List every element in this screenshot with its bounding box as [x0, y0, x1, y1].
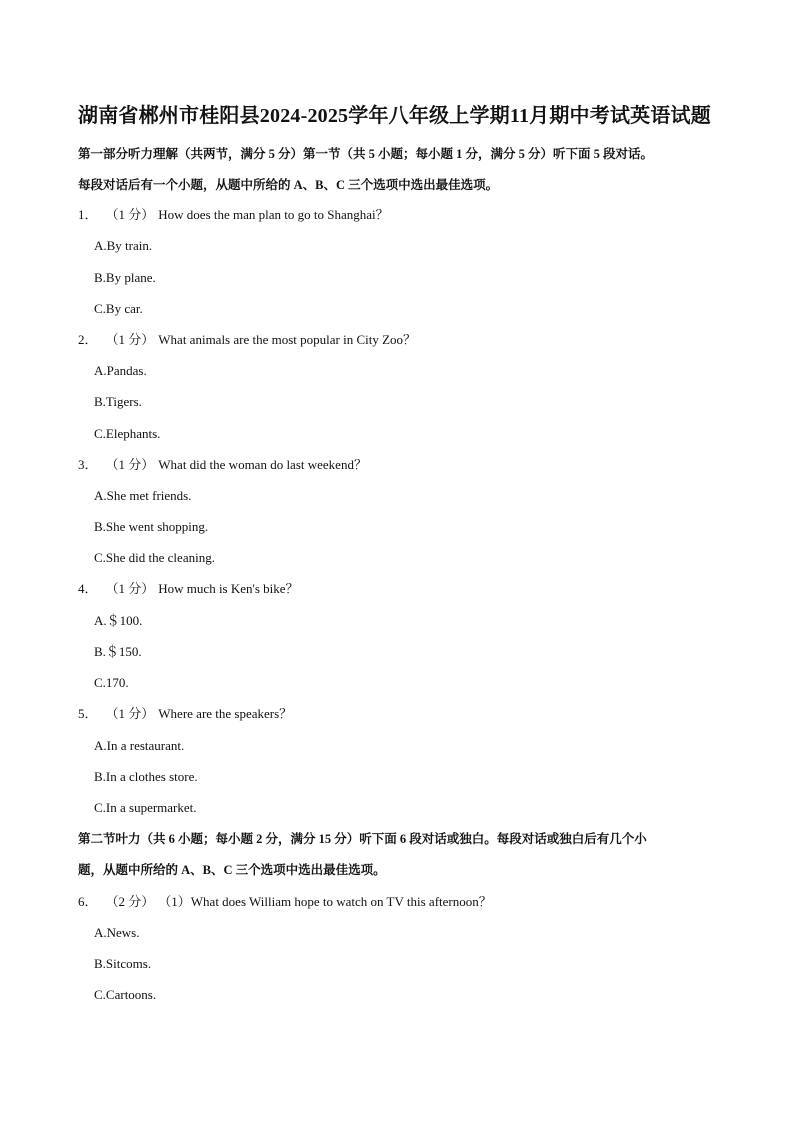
question-text: How does the man plan to go to Shanghai？ [158, 207, 389, 222]
question-3-option-a: A.She met friends. [94, 488, 192, 503]
question-number: 3． [78, 457, 98, 472]
question-number: 2． [78, 332, 98, 347]
part1-header-line1: 第一部分听力理解（共两节，满分 5 分）第一节（共 5 小题；每小题 1 分，满分 5 分）听下面 5 段对话。 [78, 147, 654, 161]
exam-title: 湖南省郴州市桂阳县2024-2025学年八年级上学期11月期中考试英语试题 [78, 105, 711, 127]
question-5-option-a: A.In a restaurant. [94, 738, 185, 753]
question-number: 4． [78, 581, 98, 596]
question-text: Where are the speakers？ [158, 706, 293, 721]
question-score: （1 分） [105, 706, 155, 721]
question-2-option-a: A.Pandas. [94, 363, 147, 378]
question-4 [78, 580, 728, 598]
question-6-option-a: A.News. [94, 925, 140, 940]
question-1 [78, 206, 728, 224]
question-6-option-c: C.Cartoons. [94, 987, 157, 1002]
question-6-option-b: B.Sitcoms. [94, 956, 152, 971]
question-score: （1 分） [105, 457, 155, 472]
question-number: 1． [78, 207, 98, 222]
question-5-option-b: B.In a clothes store. [94, 769, 198, 784]
section2-header-line1: 第二节叶力（共 6 小题；每小题 2 分，满分 15 分）听下面 6 段对话或独白。每段对话或独白后有几个小 [78, 832, 647, 846]
question-score: （1 分） [105, 581, 155, 596]
question-4-option-b: B.＄150. [94, 644, 142, 659]
question-2 [78, 331, 728, 349]
question-1-option-c: C.By car. [94, 301, 143, 316]
question-3-option-b: B.She went shopping. [94, 519, 209, 534]
question-number: 5． [78, 706, 98, 721]
part1-header-line2: 每段对话后有一个小题，从题中所给的 A、B、C 三个选项中选出最佳选项。 [78, 178, 499, 192]
question-4-option-a: A.＄100. [94, 613, 143, 628]
question-3-option-c: C.She did the cleaning. [94, 550, 215, 565]
question-score: （2 分） [105, 894, 155, 909]
question-5 [78, 705, 728, 723]
question-text: What animals are the most popular in City Zoo？ [158, 332, 417, 347]
question-text: （1）What does William hope to watch on TV this afternoon？ [158, 894, 492, 909]
section2-header-line2: 题，从题中所给的 A、B、C 三个选项中选出最佳选项。 [78, 863, 386, 877]
question-text: How much is Ken's bike？ [158, 581, 299, 596]
question-1-option-a: A.By train. [94, 238, 153, 253]
question-4-option-c: C.170. [94, 675, 129, 690]
question-text: What did the woman do last weekend？ [158, 457, 367, 472]
question-5-option-c: C.In a supermarket. [94, 800, 197, 815]
question-1-option-b: B.By plane. [94, 270, 156, 285]
question-2-option-b: B.Tigers. [94, 394, 142, 409]
question-2-option-c: C.Elephants. [94, 426, 161, 441]
question-6 [78, 893, 728, 911]
question-score: （1 分） [105, 332, 155, 347]
question-3 [78, 456, 728, 474]
question-score: （1 分） [105, 207, 155, 222]
question-number: 6． [78, 894, 98, 909]
